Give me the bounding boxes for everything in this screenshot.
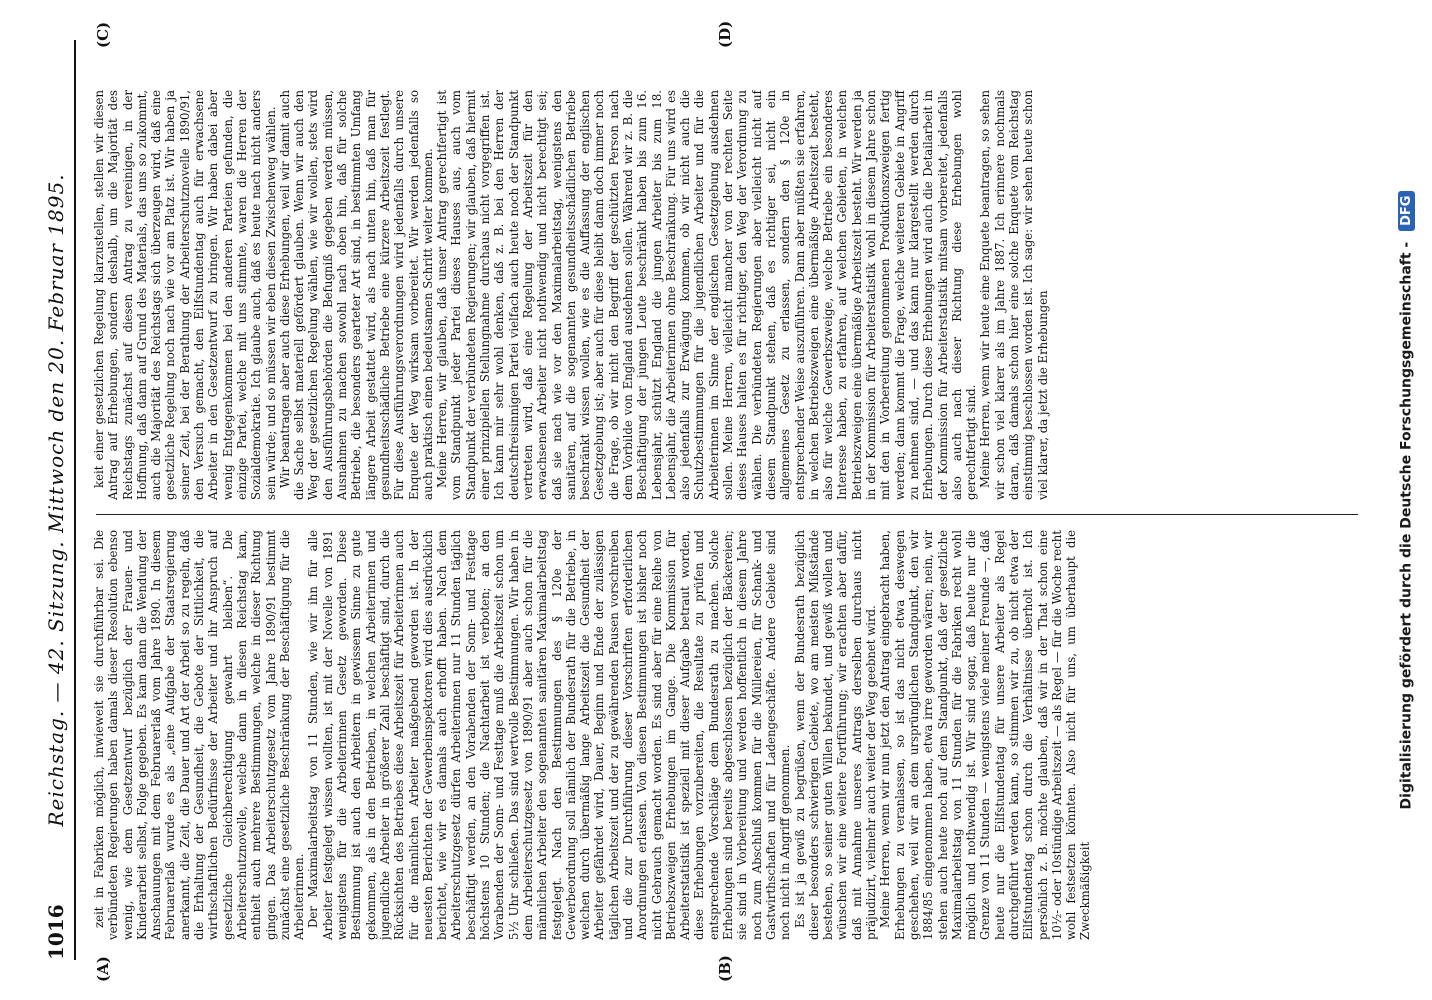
left-text-column [92, 530, 1362, 940]
paragraph: zeit in Fabriken möglich, inwieweit sie durchführbar sei. Die verbündeten Regierungen haben damals dieser Resolution ebenso wenig, wie dem Gesetzentwurf bezüglich der Frauen- und Kinderarbeit selbst, Folge gegeben. Es kam dann die Wendung der Anschauungen mit dem Februarerlaß vom Jahre 1890. In diesem Februarerlaß wurde es als „eine Aufgabe der Staatsregierung anerkannt, die Zeit, die Dauer und Art der Arbeit so zu regeln, daß die Erhaltung der Gesundheit, die Gebote der Sittlichkeit, die wirthschaftlichen Bedürfnisse der Arbeiter und ihr Anspruch auf gesetzliche Gleichberechtigung gewahrt bleiben“. Die Arbeiterschutznovelle, welche dann in diesen Reichstag kam, enthielt auch mehrere Bestimmungen, welche in dieser Richtung gingen. Das Arbeiterschutzgesetz vom Jahre 1890/91 bestimmt zunächst eine gesetzliche Beschränkung der Beschäftigung für die Arbeiterinnen. [92, 530, 307, 940]
margin-marker-d: (D) [716, 20, 734, 48]
paragraph: Meine Herren, wenn wir nun jetzt den Antrag eingebracht haben, Erhebungen zu veranlassen, so ist das nicht etwa deswegen geschehen, weil wir an dem ursprünglichen Standpunkt, den wir 1884/85 eingenommen haben, etwa irre geworden wären; nein, wir stehen auch heute noch auf dem Standpunkt, daß der gesetzliche Maximalarbeitstag von 11 Stunden für die Fabriken recht wohl möglich und nothwendig ist. Wir sind sogar, daß heute nur die Grenze von 11 Stunden — wenigstens viele meiner Freunde —, daß heute nur die Eilfstundentag für unsere Arbeiter als Regel durchgeführt werden kann, so stimmen wir zu, ob nicht etwa der Eilfstundentag schon durch die Verhältnisse überholt ist. Ich persönlich z. B. möchte glauben, daß wir in der That schon eine 10½- oder 10stündige Arbeitszeit — als Regel — für die Woche recht wohl festsetzen könnten. Also nicht für uns, um überhaupt die Zweckmäßigkeit [878, 530, 1093, 940]
credit-text: Digitalisierung gefördert durch die Deutsche Forschungsgemeinschaft - [1398, 241, 1415, 810]
running-title: Reichstag. — 42. Sitzung. Mittwoch den 20. Februar 1895. [44, 173, 68, 827]
right-text-column [92, 90, 1362, 500]
paragraph: Der Maximalarbeitstag von 11 Stunden, wie wir ihn für alle Arbeiter festgelegt wissen wollten, ist mit der Novelle von 1891 wenigstens für die Arbeiterinnen Gesetz geworden. Diese Bestimmung ist auch den Arbeitern in gewissem Sinne zu gute gekommen, als in den Betrieben, in welchen Arbeiterinnen und jugendliche Arbeiter in größerer Zahl beschäftigt sind, durch die Rücksichten des Betriebes diese Arbeitszeit für Arbeiterinnen auch für die männlichen Arbeiter maßgebend geworden ist. In der neuesten Berichten der Gewerbeinspektoren wird dies ausdrücklich berichtet, wie wir es damals auch erhofft haben. Nach dem Arbeiterschutzgesetz dürfen Arbeiterinnen nur 11 Stunden täglich beschäftigt werden, an den Vorabenden der Sonn- und Festtage höchstens 10 Stunden; die Nachtarbeit ist verboten; an den Vorabenden der Sonn- und Festtage muß die Arbeitszeit schon um 5½ Uhr schließen. Das sind wertvolle Bestimmungen. Wir haben in dem Arbeiterschutzgesetz von 1890/91 aber auch schon für die männlichen Arbeiter den sogenannten sanitären Maximalarbeitstag festgelegt. Nach den Bestimmungen des § 120e der Gewerbeordnung soll nämlich der Bundesrath für die Betriebe, in welchen durch übermäßig lange Arbeitszeit die Gesundheit der Arbeiter gefährdet wird, Dauer, Beginn und Ende der zulässigen täglichen Arbeitszeit und der zu gewährenden Pausen vorschreiben und die zur Durchführung dieser Vorschriften erforderlichen Anordnungen erlassen. Von diesen Bestimmungen ist bisher noch nicht Gebrauch gemacht worden. Es sind aber für eine Reihe von Betriebszweigen Erhebungen im Gange. Die Kommission für Arbeiterstatistik ist speziell mit dieser Aufgabe betraut worden, diese Erhebungen vorzubereiten, die Resultate zu prüfen und entsprechende Vorschläge dem Bundesrath zu machen. Solche Erhebungen sind bereits abgeschlossen bezüglich der Bäckereien; sie sind in Vorbereitung und werden hoffentlich in diesem Jahre noch zum Abschluß kommen für die Müllereien, für Schank- und Gastwirthschaften und für Ladengeschäfte. Andere Gebiete sind noch nicht in Angriff genommen. [306, 530, 793, 940]
margin-marker-a: (A) [94, 956, 112, 982]
margin-marker-c: (C) [94, 21, 112, 48]
column-divider [96, 514, 1358, 515]
margin-marker-b: (B) [716, 955, 734, 982]
paragraph: Wir beantragen aber auch diese Erhebungen, weil wir damit auch die Sache selbst materiell gefördert glauben. Wenn wir auch den Weg der gesetzlichen Regelung wählen, wie wir wollen, stets wird den Ausführungsbehörden die Befugniß gegeben werden müssen, Ausnahmen zu machen sowohl nach oben hin, daß für solche Betriebe, die besonders gearteter Art sind, in bestimmten Umfang längere Arbeit gestattet wird, als nach unten hin, daß man für gesundheitsschädliche Betriebe eine kürzere Arbeitszeit festlegt. Für diese Ausführungsverordnungen wird jedenfalls durch unsere Enquete der Weg wirksam vorbereitet. Wir werden jedenfalls so auch praktisch einen bedeutsamen Schritt weiter kommen. [277, 90, 435, 500]
digitization-credit [1398, 0, 1415, 1000]
page-header [28, 40, 76, 960]
paragraph: keit einer gesetzlichen Regelung klarzustellen, stellen wir diesen Antrag auf Erhebungen, sondern deshalb, um die Majorität des Reichstags zunächst auf diesen Antrag zu vereinigen, in der Hoffnung, daß dann auf Grund des Materials, das uns so zukommt, auch die Majorität des Reichstags sich überzeugen wird, daß eine gesetzliche Regelung noch nach wie vor am Platz ist. Wir haben ja seiner Zeit, bei der Berathung der Arbeiterschutznovelle 1890/91, den Versuch gemacht, den Eilfstundentag auch für erwachsene Arbeiter in den Gesetzentwurf zu bringen. Wir haben dabei aber wenig Entgegenkommen bei den anderen Parteien gefunden, die einzige Partei, welche mit uns stimmte, waren die Herren der Sozialdemokratie. Ich glaube auch, daß es heute nach nicht anders sein würde; und so müssen wir eben diesen Zwischenweg wählen. [92, 90, 278, 500]
dfg-logo: DFG [1398, 191, 1415, 231]
paragraph: Meine Herren, wenn wir heute eine Enquete beantragen, so sehen wir schon viel klarer als im Jahre 1887. Ich erinnere nochmals daran, daß damals schon hier eine solche Enquete vom Reichstag einstimmig beschlossen worden ist. Ich sage: wir sehen heute schon viel klarer, da jetzt die Erhebungen [978, 90, 1050, 500]
page-number: 1016 [44, 904, 68, 960]
paragraph: Meine Herren, wir glauben, daß unser Antrag gerechtfertigt ist vom Standpunkt jeder Partei dieses Hauses aus, auch vom Standpunkt der verbündeten Regierungen; wir glauben, daß hiermit einer prinzipiellen Stellungnahme durchaus nicht vorgegriffen ist. Ich kann mir sehr wohl denken, daß z. B. bei den Herren der deutschfreisinnigen Partei vielfach auch heute noch der Standpunkt vertreten wird, daß eine Regelung der Arbeitszeit für den erwachsenen Arbeiter nicht nothwendig und nicht berechtigt sei; daß sie nach wie vor den Maximalarbeitstag, wenigstens den sanitären, auf die sogenannten gesundheitsschädlichen Betriebe beschränkt wissen wollen, wie es die Auffassung der englischen Gesetzgebung ist; aber auch für diese bleibt dann doch immer noch die Frage, ob wir nicht den Begriff der geschützten Person nach dem Vorbilde von England ausdehnen sollen. Während wir z. B. die Beschäftigung der jungen Leute beschränkt haben bis zum 16. Lebensjahr, schützt England die jungen Arbeiter bis zum 18. Lebensjahr, die Arbeiterinnen ohne Beschränkung. Für uns wird es also jedenfalls zur Erwägung kommen, ob wir nicht auch die Schutzbestimmungen für die jugendlichen Arbeiter und für die Arbeiterinnen im Sinne der englischen Gesetzgebung ausdehnen sollen. Meine Herren, vielleicht mancher von der rechten Seite dieses Hauses halten es für richtiger, den Weg der Verordnung zu wählen. Die verbündeten Regierungen aber vielleicht nicht auf diesem Standpunkt stehen, daß es richtiger sei, nicht ein allgemeines Gesetz zu erlassen, sondern den § 120e in entsprechender Weise auszuführen. Dann aber müßten sie erfahren, in welchen Betriebszweigen eine übermäßige Arbeitszeit besteht, also für welche Gewerbszweige, welche Betriebe ein besonderes Interesse haben, zu erfahren, auf welchen Gebieten, in welchen Betriebszweigen eine übermäßige Arbeitszeit besteht. Wir werden ja in der Kommission für Arbeiterstatistik wohl in diesem Jahre schon mit den in Vorbereitung genommenen Produktionszweigen fertig werden; dann kommt die Frage, welche weiteren Gebiete in Angriff zu nehmen sind, — und das kann nur klargestellt werden durch Erhebungen. Durch diese Erhebungen wird auch die Detailarbeit in der Kommission für Arbeiterstatistik mitsam vorbereitet, jedenfalls also auch nach dieser Richtung diese Erhebungen wohl gerechtfertigt sind. [435, 90, 979, 500]
paragraph: Es ist ja gewiß zu begrüßen, wenn der Bundesrath bezüglich dieser besonders schwierigen Gebiete, wo am meisten Mißstände bestehen, so seiner guten Willen bekundet, und gewiß wollen und wünschen wir eine weitere Fortführung; wir erachten aber dafür, daß mit Annahme unseres Antrags derselben durchaus nicht präjudizirt, vielmehr auch weiter der Weg geebnet wird. [792, 530, 879, 940]
